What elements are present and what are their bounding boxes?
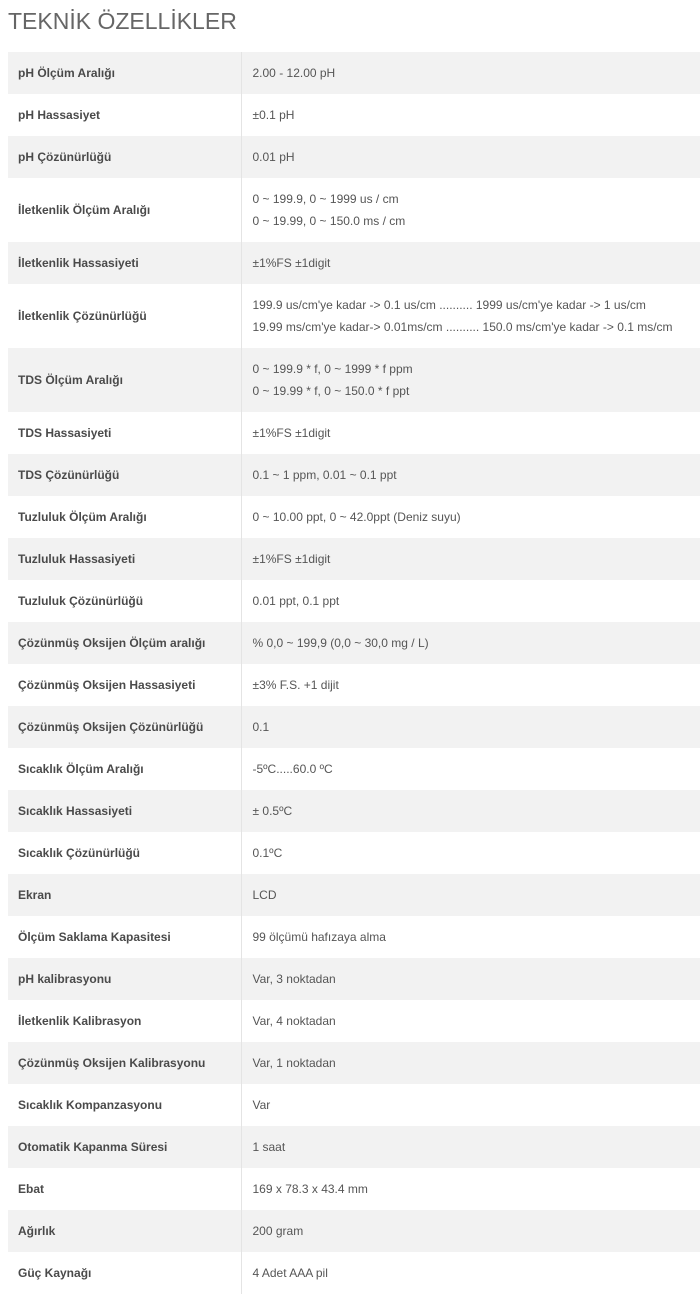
spec-value xyxy=(241,1126,700,1168)
spec-label: Ebat xyxy=(8,1168,241,1210)
spec-value-line: ±1%FS ±1digit xyxy=(252,426,331,440)
spec-value xyxy=(241,1000,700,1042)
spec-value-line: 0 ~ 199.9, 0 ~ 1999 us / cm xyxy=(252,192,399,206)
spec-value-line: 0.1 xyxy=(252,720,270,734)
spec-row xyxy=(8,832,700,874)
spec-value xyxy=(241,832,700,874)
spec-label: Tuzluluk Hassasiyeti xyxy=(8,538,241,580)
spec-value xyxy=(241,1084,700,1126)
spec-row xyxy=(8,790,700,832)
spec-row xyxy=(8,622,700,664)
spec-row xyxy=(8,1000,700,1042)
spec-label: pH kalibrasyonu xyxy=(8,958,241,1000)
spec-label: Tuzluluk Ölçüm Aralığı xyxy=(8,496,241,538)
spec-row xyxy=(8,136,700,178)
spec-row xyxy=(8,178,700,242)
spec-row xyxy=(8,1084,700,1126)
spec-row xyxy=(8,1168,700,1210)
spec-value-line: 0 ~ 19.99 * f, 0 ~ 150.0 * f ppt xyxy=(252,384,410,398)
spec-value xyxy=(241,580,700,622)
spec-value-line: 200 gram xyxy=(252,1224,304,1238)
spec-label: TDS Hassasiyeti xyxy=(8,412,241,454)
spec-row xyxy=(8,52,700,94)
spec-value-line: 0.1 ~ 1 ppm, 0.01 ~ 0.1 ppt xyxy=(252,468,397,482)
spec-label: Sıcaklık Kompanzasyonu xyxy=(8,1084,241,1126)
spec-value-line: 99 ölçümü hafızaya alma xyxy=(252,930,386,944)
spec-row xyxy=(8,1210,700,1252)
spec-value-line: Var xyxy=(252,1098,271,1112)
spec-row xyxy=(8,706,700,748)
spec-label: Çözünmüş Oksijen Ölçüm aralığı xyxy=(8,622,241,664)
spec-value xyxy=(241,790,700,832)
spec-value-line: Var, 4 noktadan xyxy=(252,1014,336,1028)
spec-label: pH Çözünürlüğü xyxy=(8,136,241,178)
spec-value xyxy=(241,348,700,412)
spec-row xyxy=(8,1126,700,1168)
spec-value-line: 169 x 78.3 x 43.4 mm xyxy=(252,1182,368,1196)
spec-value-line: Var, 3 noktadan xyxy=(252,972,336,986)
spec-label: TDS Çözünürlüğü xyxy=(8,454,241,496)
spec-value-line: 0 ~ 10.00 ppt, 0 ~ 42.0ppt (Deniz suyu) xyxy=(252,510,461,524)
spec-value-line: 4 Adet AAA pil xyxy=(252,1266,328,1280)
spec-label: Çözünmüş Oksijen Hassasiyeti xyxy=(8,664,241,706)
spec-label: Tuzluluk Çözünürlüğü xyxy=(8,580,241,622)
spec-label: pH Ölçüm Aralığı xyxy=(8,52,241,94)
spec-value-line: LCD xyxy=(252,888,277,902)
spec-label: Sıcaklık Hassasiyeti xyxy=(8,790,241,832)
spec-row xyxy=(8,874,700,916)
spec-value-line: 0 ~ 19.99, 0 ~ 150.0 ms / cm xyxy=(252,214,406,228)
spec-label: TDS Ölçüm Aralığı xyxy=(8,348,241,412)
spec-value xyxy=(241,748,700,790)
spec-value-line: -5ºC.....60.0 ºC xyxy=(252,762,333,776)
spec-row xyxy=(8,454,700,496)
spec-row xyxy=(8,748,700,790)
spec-row xyxy=(8,348,700,412)
spec-label: Sıcaklık Çözünürlüğü xyxy=(8,832,241,874)
spec-value xyxy=(241,496,700,538)
spec-value-line: 19.99 ms/cm'ye kadar-> 0.01ms/cm .......... 150.0 ms/cm'ye kadar -> 0.1 ms/cm xyxy=(252,320,673,334)
spec-value-line: 2.00 - 12.00 pH xyxy=(252,66,336,80)
spec-value xyxy=(241,454,700,496)
spec-value-line: ±1%FS ±1digit xyxy=(252,552,331,566)
spec-value-line: ±3% F.S. +1 dijit xyxy=(252,678,339,692)
spec-label: pH Hassasiyet xyxy=(8,94,241,136)
spec-value-line: % 0,0 ~ 199,9 (0,0 ~ 30,0 mg / L) xyxy=(252,636,429,650)
spec-label: İletkenlik Kalibrasyon xyxy=(8,1000,241,1042)
spec-value-line: 0.01 ppt, 0.1 ppt xyxy=(252,594,340,608)
spec-value-line: ±1%FS ±1digit xyxy=(252,256,331,270)
spec-value xyxy=(241,412,700,454)
spec-value xyxy=(241,178,700,242)
spec-row xyxy=(8,664,700,706)
spec-row xyxy=(8,916,700,958)
spec-label: Ekran xyxy=(8,874,241,916)
spec-value xyxy=(241,136,700,178)
spec-row xyxy=(8,242,700,284)
spec-value-line: 0.01 pH xyxy=(252,150,295,164)
spec-row xyxy=(8,1042,700,1084)
spec-value-line: 0.1ºC xyxy=(252,846,283,860)
spec-value-line: ± 0.5ºC xyxy=(252,804,293,818)
spec-label: Ağırlık xyxy=(8,1210,241,1252)
spec-label: Ölçüm Saklama Kapasitesi xyxy=(8,916,241,958)
page-title: TEKNİK ÖZELLİKLER xyxy=(8,8,237,34)
specifications-table-body xyxy=(8,52,700,1294)
spec-row xyxy=(8,1252,700,1294)
spec-value-line: 199.9 us/cm'ye kadar -> 0.1 us/cm .......... 1999 us/cm'ye kadar -> 1 us/cm xyxy=(252,298,646,312)
spec-label: Sıcaklık Ölçüm Aralığı xyxy=(8,748,241,790)
spec-row xyxy=(8,412,700,454)
spec-value xyxy=(241,1042,700,1084)
spec-row xyxy=(8,496,700,538)
spec-value xyxy=(241,538,700,580)
spec-value xyxy=(241,1210,700,1252)
spec-value-line: 0 ~ 199.9 * f, 0 ~ 1999 * f ppm xyxy=(252,362,413,376)
spec-label: Güç Kaynağı xyxy=(8,1252,241,1294)
spec-label: Çözünmüş Oksijen Kalibrasyonu xyxy=(8,1042,241,1084)
spec-value xyxy=(241,874,700,916)
spec-value xyxy=(241,1252,700,1294)
spec-value-line: ±0.1 pH xyxy=(252,108,295,122)
spec-value xyxy=(241,284,700,348)
spec-row xyxy=(8,958,700,1000)
spec-label: Çözünmüş Oksijen Çözünürlüğü xyxy=(8,706,241,748)
spec-value xyxy=(241,706,700,748)
spec-value xyxy=(241,1168,700,1210)
spec-value-line: 1 saat xyxy=(252,1140,286,1154)
specifications-table xyxy=(8,52,700,1294)
spec-label: İletkenlik Çözünürlüğü xyxy=(8,284,241,348)
spec-value xyxy=(241,916,700,958)
spec-label: Otomatik Kapanma Süresi xyxy=(8,1126,241,1168)
spec-value xyxy=(241,664,700,706)
spec-row xyxy=(8,94,700,136)
spec-value xyxy=(241,242,700,284)
spec-value xyxy=(241,622,700,664)
spec-label: İletkenlik Ölçüm Aralığı xyxy=(8,178,241,242)
spec-row xyxy=(8,284,700,348)
spec-value xyxy=(241,94,700,136)
spec-value xyxy=(241,958,700,1000)
spec-value xyxy=(241,52,700,94)
spec-row xyxy=(8,580,700,622)
spec-value-line: Var, 1 noktadan xyxy=(252,1056,336,1070)
spec-row xyxy=(8,538,700,580)
spec-label: İletkenlik Hassasiyeti xyxy=(8,242,241,284)
